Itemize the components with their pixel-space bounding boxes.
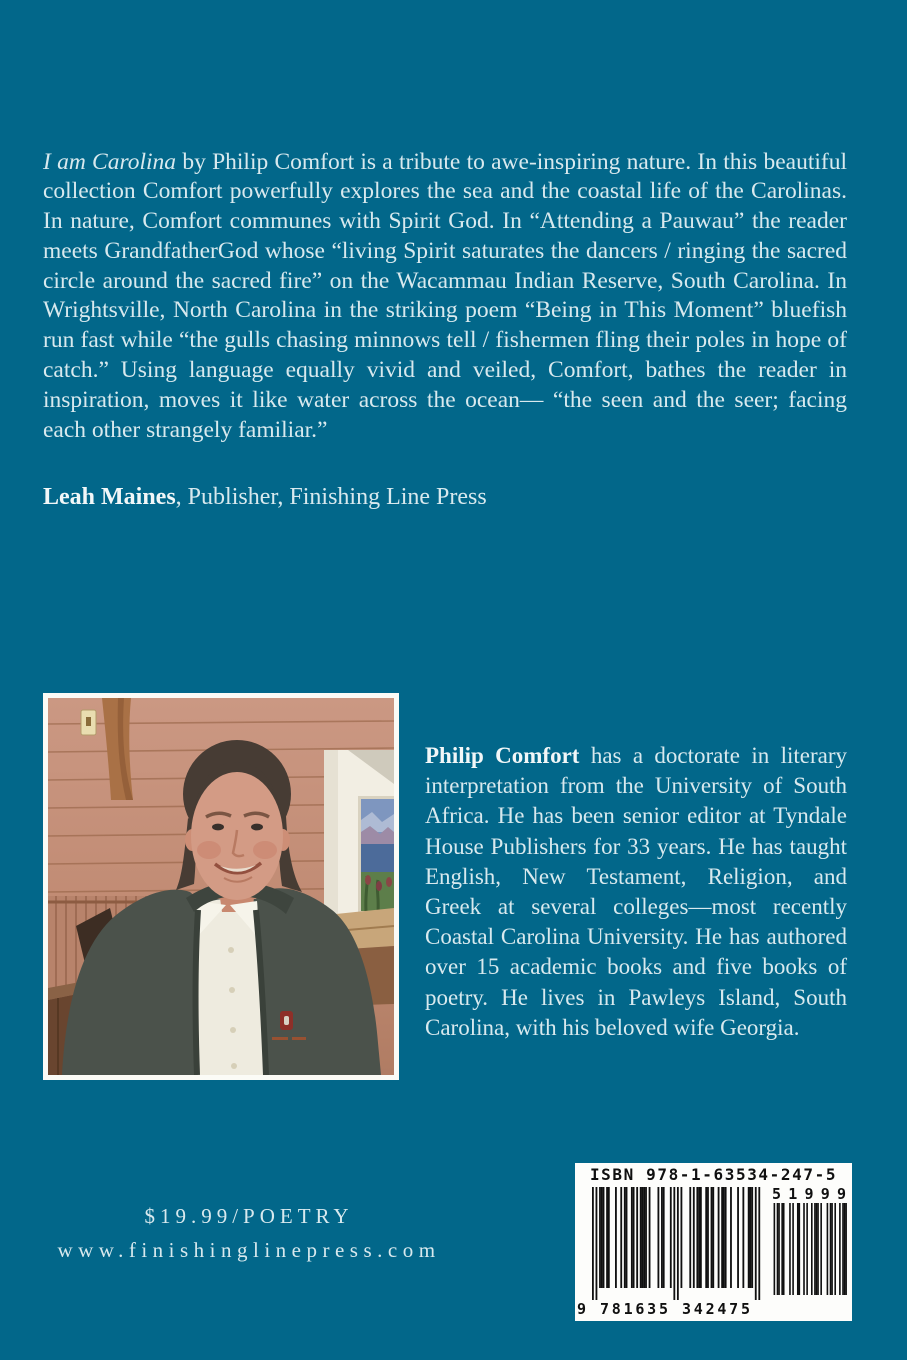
author-bio <box>425 741 847 1043</box>
review-blurb-text: by Philip Comfort is a tribute to awe-inspiring nature. In this beautiful collection Comfort powerfully explores the sea and the coastal life of the Carolinas. In nature, Comfort communes with Spirit God. In “Attending a Pauwau” the reader meets GrandfatherGod whose “living Spirit saturates the dancers / ringing the sacred circle around the sacred fire” on the Wacammau Indian Reserve, South Carolina. In Wrightsville, North Carolina in the striking poem “Being in This Moment” bluefish run fast while “the gulls chasing minnows tell / fishermen fling their poles in hope of catch.” Using language equally vivid and veiled, Comfort, bathes the reader in inspiration, moves it like water across the ocean— “the seen and the seer; facing each other strangely familiar.” <box>43 148 847 443</box>
stained-glass-window <box>358 796 394 914</box>
svg-text:9: 9 <box>577 1300 587 1318</box>
svg-text:781635: 781635 <box>600 1300 668 1318</box>
publisher-website: www.finishinglinepress.com <box>57 1238 441 1262</box>
isbn-label: ISBN 978-1-63534-247-5 <box>589 1165 838 1184</box>
price-genre-label: $19.99/POETRY <box>144 1204 354 1228</box>
svg-text:51999: 51999 <box>772 1187 846 1203</box>
book-title-italic: I am Carolina <box>43 148 177 175</box>
author-photo-frame <box>43 693 399 1080</box>
isbn-barcode-block <box>575 1163 852 1321</box>
svg-text:342475: 342475 <box>682 1300 750 1318</box>
publisher-name: Leah Maines <box>43 484 176 510</box>
author-photo <box>48 698 394 1075</box>
review-blurb <box>43 148 847 446</box>
footer-block <box>36 1202 462 1264</box>
author-name: Philip Comfort <box>425 743 580 768</box>
author-bio-text: has a doctorate in literary interpretation from the University of South Africa. He has been senior editor at Tyndale House Publishers for 33 years. He has taught English, New Testament, Religion, and Greek at several colleges—most recently Coastal Carolina University. He has authored over 15 academic books and five books of poetry. He lives in Pawleys Island, South Carolina, with his beloved wife Georgia. <box>425 743 847 1040</box>
publisher-role: , Publisher, Finishing Line Press <box>175 484 487 510</box>
attribution-line <box>43 482 847 512</box>
ean13-barcode <box>575 1187 852 1320</box>
